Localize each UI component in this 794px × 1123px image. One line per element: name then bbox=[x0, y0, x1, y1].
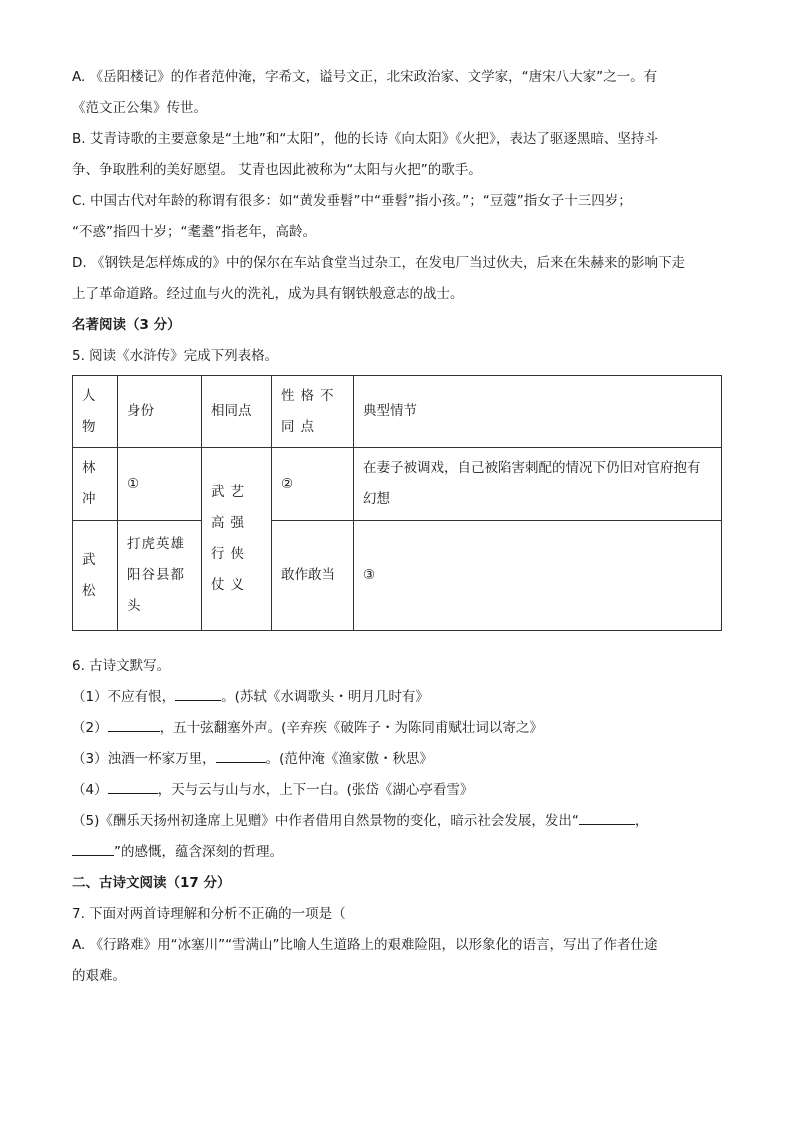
cell-trait: 敢作敢当 bbox=[272, 521, 354, 631]
q6-item-2-pre: （2） bbox=[72, 720, 108, 736]
common-line1: 武艺高强 bbox=[211, 484, 250, 531]
q6-item-4 bbox=[72, 775, 722, 806]
header-common: 相同点 bbox=[202, 376, 272, 448]
header-identity: 身份 bbox=[118, 376, 202, 448]
answer-blank[interactable] bbox=[72, 841, 114, 856]
q6-item-3-post: 。(范仲淹《渔家傲・秋思》 bbox=[265, 751, 433, 767]
section-heading-reading: 名著阅读（3 分） bbox=[72, 317, 181, 333]
q6-item-1 bbox=[72, 682, 722, 713]
cell-identity: ① bbox=[118, 448, 202, 521]
q6-item-5-mid: ， bbox=[634, 813, 649, 829]
q6-item-5-post: ”的感慨，蕴含深刻的哲理。 bbox=[114, 844, 283, 860]
cell-common bbox=[202, 448, 272, 631]
q6-item-5-cont bbox=[72, 837, 722, 868]
answer-blank[interactable] bbox=[216, 748, 266, 763]
cell-name: 林冲 bbox=[73, 448, 118, 521]
answer-blank[interactable] bbox=[175, 686, 221, 701]
option-c-line2: “不惑”指四十岁；“耄耋”指老年，高龄。 bbox=[72, 224, 316, 240]
answer-blank[interactable] bbox=[579, 810, 635, 825]
option-a-line2: 《范文正公集》传世。 bbox=[72, 100, 207, 116]
option-a-line1: A. 《岳阳楼记》的作者范仲淹，字希文，谥号文正，北宋政治家、文学家，“唐宋八大家”之一。有 bbox=[72, 69, 658, 85]
table-row bbox=[73, 448, 722, 521]
cell-plot: ③ bbox=[354, 521, 722, 631]
q7-option-a-line1: A. 《行路难》用“冰塞川”“雪满山”比喻人生道路上的艰难险阻，以形象化的语言，写出了作者仕途 bbox=[72, 937, 658, 953]
table-header-row bbox=[73, 376, 722, 448]
q6-item-2 bbox=[72, 713, 722, 744]
q6-item-4-pre: （4） bbox=[72, 782, 108, 798]
q6-item-1-post: 。(苏轼《水调歌头・明月几时有》 bbox=[221, 689, 429, 705]
option-b-line2: 争、争取胜利的美好愿望。 艾青也因此被称为“太阳与火把”的歌手。 bbox=[72, 162, 482, 178]
header-trait: 性格不同点 bbox=[272, 376, 354, 448]
cell-name: 武松 bbox=[73, 521, 118, 631]
option-b-line1: B. 艾青诗歌的主要意象是“土地”和“太阳”，他的长诗《向太阳》《火把》，表达了驱逐黑暗、坚持斗 bbox=[72, 131, 658, 147]
q5-prompt: 5. 阅读《水浒传》完成下列表格。 bbox=[72, 348, 279, 364]
q7-prompt: 7. 下面对两首诗理解和分析不正确的一项是（ bbox=[72, 906, 346, 922]
q7-option-a-line2: 的艰难。 bbox=[72, 968, 126, 984]
q6-item-3 bbox=[72, 744, 722, 775]
q6-item-5-pre: （5)《酬乐天扬州初逢席上见赠》中作者借用自然景物的变化，暗示社会发展，发出“ bbox=[72, 813, 579, 829]
q6-item-3-pre: （3）浊酒一杯家万里， bbox=[72, 751, 216, 767]
document-page bbox=[72, 62, 722, 992]
cell-trait: ② bbox=[272, 448, 354, 521]
q6-item-1-pre: （1）不应有恨， bbox=[72, 689, 176, 705]
option-d-line1: D. 《钢铁是怎样炼成的》中的保尔在车站食堂当过杂工，在发电厂当过伙夫，后来在朱赫来的影响下走 bbox=[72, 255, 685, 271]
cell-identity: 打虎英雄阳谷县都头 bbox=[118, 521, 202, 631]
q6-item-4-post: ，天与云与山与水，上下一白。(张岱《湖心亭看雪》 bbox=[157, 782, 474, 798]
q6-item-2-post: ，五十弦翻塞外声。(辛弃疾《破阵子・为陈同甫赋壮词以寄之》 bbox=[159, 720, 543, 736]
option-d-line2: 上了革命道路。经过血与火的洗礼，成为具有钢铁般意志的战士。 bbox=[72, 286, 464, 302]
q6-prompt: 6. 古诗文默写。 bbox=[72, 658, 171, 674]
option-c-line1: C. 中国古代对年龄的称谓有很多：如“黄发垂髫”中“垂髫”指小孩。”；“豆蔻”指女子十三四岁； bbox=[72, 193, 632, 209]
common-line2: 行侠仗义 bbox=[211, 546, 250, 593]
cell-plot: 在妻子被调戏，自己被陷害刺配的情况下仍旧对官府抱有幻想 bbox=[354, 448, 722, 521]
q6-item-5 bbox=[72, 806, 722, 837]
shuihu-table bbox=[72, 375, 722, 631]
table-row bbox=[73, 521, 722, 631]
answer-blank[interactable] bbox=[108, 717, 160, 732]
header-plot: 典型情节 bbox=[354, 376, 722, 448]
section-heading-poetry: 二、古诗文阅读（17 分） bbox=[72, 875, 231, 891]
header-character: 人物 bbox=[73, 376, 118, 448]
answer-blank[interactable] bbox=[108, 779, 158, 794]
